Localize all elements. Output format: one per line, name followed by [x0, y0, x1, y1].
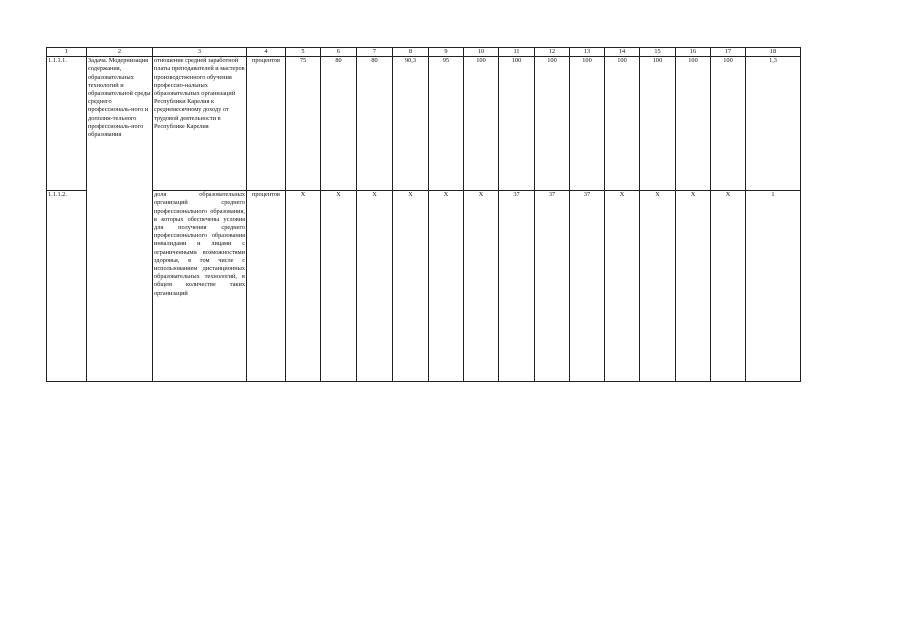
row-code: 1.1.1.2.: [47, 191, 87, 382]
header-cell: 7: [357, 48, 393, 57]
value-cell: X: [393, 191, 429, 382]
value-cell: 95: [429, 57, 464, 191]
value-cell: 90,3: [393, 57, 429, 191]
header-cell: 17: [711, 48, 746, 57]
row-code: 1.1.1.1.: [47, 57, 87, 191]
header-cell: 13: [570, 48, 605, 57]
header-cell: 2: [87, 48, 153, 57]
header-cell: 16: [676, 48, 711, 57]
last-cell: 1: [746, 191, 801, 382]
value-cell: 100: [711, 57, 746, 191]
value-cell: X: [357, 191, 393, 382]
header-cell: 5: [286, 48, 321, 57]
indicators-table: [46, 47, 801, 382]
value-cell: 100: [640, 57, 676, 191]
value-cell: 100: [464, 57, 499, 191]
value-cell: 100: [570, 57, 605, 191]
header-cell: 8: [393, 48, 429, 57]
unit-cell: процентов: [247, 57, 286, 191]
header-cell: 4: [247, 48, 286, 57]
header-cell: 14: [605, 48, 640, 57]
indicator-cell: отношение средней заработной платы преподавателей и мастеров производственного обучения профессио-нальных образовательных организаций Республики Карелия к среднемесячному доходу от трудовой деятельности в Республике Карелия: [153, 57, 247, 191]
value-cell: 75: [286, 57, 321, 191]
value-cell: 80: [357, 57, 393, 191]
indicator-cell: доля образовательных организаций среднего профессионального образования, в которых обеспечены условия для получения среднего профессионального образования инвалидами и лицами с ограниченными возможностями здоровья, в том числе с использованием дистанционных образовательных технологий, в общем количестве таких организаций: [153, 191, 247, 382]
header-cell: 15: [640, 48, 676, 57]
value-cell: X: [605, 191, 640, 382]
header-cell: 6: [321, 48, 357, 57]
document-page: [46, 47, 800, 382]
header-cell: 9: [429, 48, 464, 57]
value-cell: 100: [605, 57, 640, 191]
table-row: [47, 57, 801, 191]
value-cell: X: [640, 191, 676, 382]
value-cell: 80: [321, 57, 357, 191]
value-cell: X: [429, 191, 464, 382]
value-cell: X: [286, 191, 321, 382]
value-cell: X: [464, 191, 499, 382]
header-cell: 11: [499, 48, 535, 57]
header-row: [47, 48, 801, 57]
value-cell: X: [711, 191, 746, 382]
header-cell: 3: [153, 48, 247, 57]
value-cell: 37: [535, 191, 570, 382]
header-cell: 10: [464, 48, 499, 57]
value-cell: 37: [499, 191, 535, 382]
value-cell: 37: [570, 191, 605, 382]
value-cell: 100: [535, 57, 570, 191]
unit-cell: процентов: [247, 191, 286, 382]
header-cell: 1: [47, 48, 87, 57]
value-cell: 100: [499, 57, 535, 191]
value-cell: 100: [676, 57, 711, 191]
last-cell: 1,3: [746, 57, 801, 191]
value-cell: X: [676, 191, 711, 382]
table-row: [47, 191, 801, 382]
value-cell: X: [321, 191, 357, 382]
header-cell: 12: [535, 48, 570, 57]
header-cell: 18: [746, 48, 801, 57]
task-cell: Задача. Модернизация содержания, образовательных технологий и образовательной среды среднего профессиональ-ного и дополни-тельного профессиональ-ного образования: [87, 57, 153, 382]
